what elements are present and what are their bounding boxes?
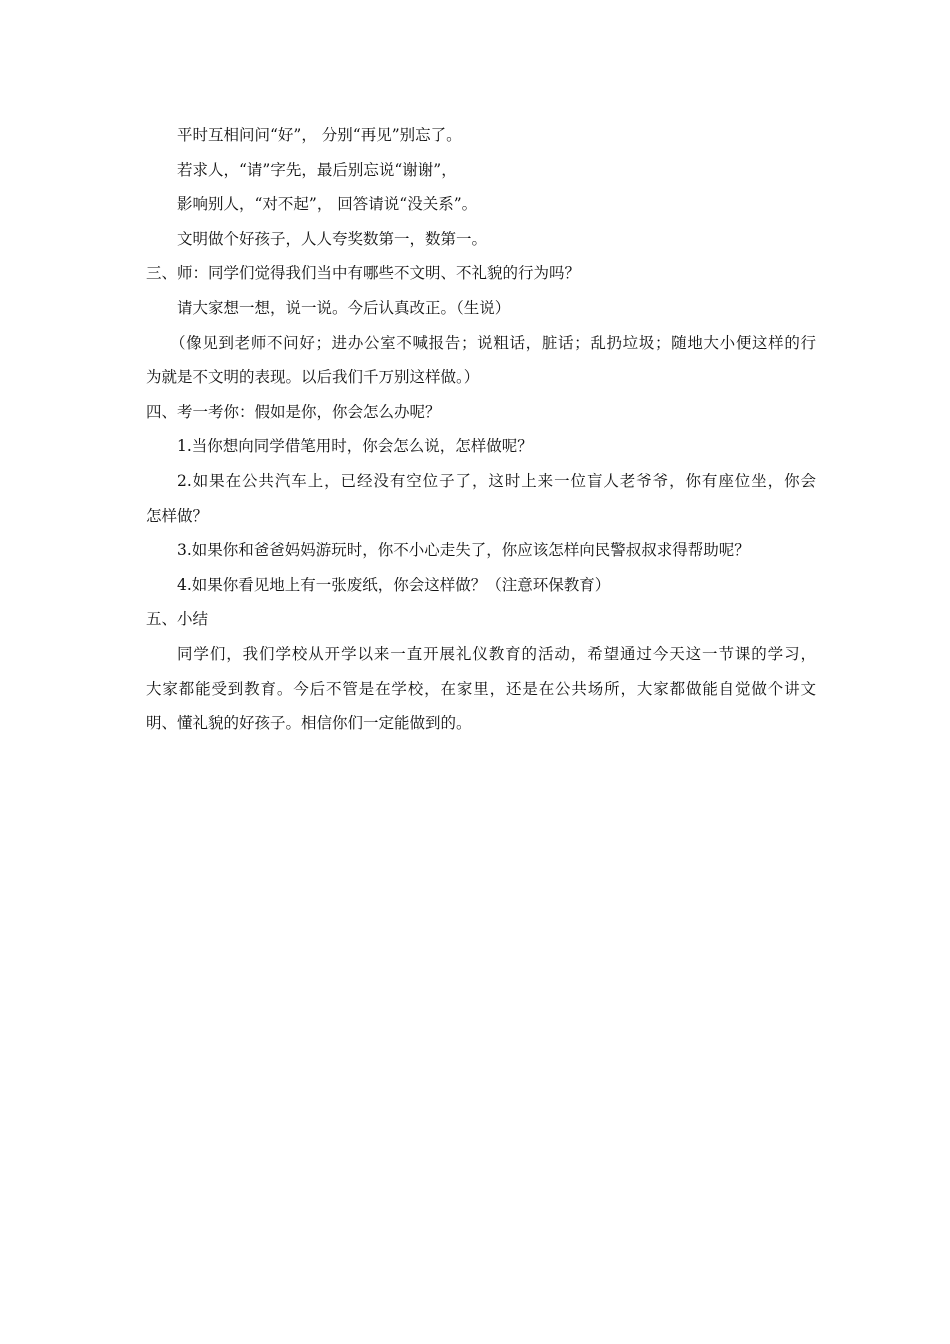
poem-line-2: 若求人，“请”字先，最后别忘说“谢谢”， (177, 160, 457, 179)
summary-line-1: 同学们，我们学校从开学以来一直开展礼仪教育的活动，希望通过今天这一节课的学习， (177, 644, 816, 663)
summary-line-2: 大家都能受到教育。今后不管是在学校，在家里，还是在公共场所，大家都做能自觉做个讲文 (146, 679, 816, 698)
poem-line-3: 影响别人，“对不起”， 回答请说“没关系”。 (177, 195, 478, 214)
section-three-heading: 三、师：同学们觉得我们当中有哪些不文明、不礼貌的行为吗？ (146, 264, 581, 283)
document-body (146, 118, 816, 741)
summary-line-3: 明、懂礼貌的好孩子。相信你们一定能做到的。 (146, 714, 472, 733)
question-1: 1.当你想向同学借笔用时，你会怎么说，怎样做呢？ (177, 437, 533, 456)
poem-line-4: 文明做个好孩子，人人夸奖数第一，数第一。 (177, 229, 488, 248)
section-four-heading: 四、考一考你：假如是你，你会怎么办呢？ (146, 402, 441, 421)
question-2-line-2: 怎样做？ (146, 506, 209, 525)
question-4: 4.如果你看见地上有一张废纸，你会这样做？（注意环保教育） (177, 575, 611, 594)
question-2-line-1: 2.如果在公共汽车上，已经没有空位子了，这时上来一位盲人老爷爷，你有座位坐，你会 (177, 471, 816, 490)
section-three-prompt: 请大家想一想，说一说。今后认真改正。（生说） (177, 298, 511, 317)
question-3: 3.如果你和爸爸妈妈游玩时，你不小心走失了，你应该怎样向民警叔叔求得帮助呢？ (177, 541, 750, 560)
examples-paragraph-line-1: （像见到老师不问好；进办公室不喊报告；说粗话，脏话；乱扔垃圾；随地大小便这样的行 (170, 333, 816, 352)
examples-paragraph-line-2: 为就是不文明的表现。以后我们千万别这样做。） (146, 368, 480, 387)
section-five-heading: 五、小结 (146, 610, 209, 629)
poem-line-1: 平时互相问问“好”， 分别“再见”别忘了。 (177, 126, 462, 144)
